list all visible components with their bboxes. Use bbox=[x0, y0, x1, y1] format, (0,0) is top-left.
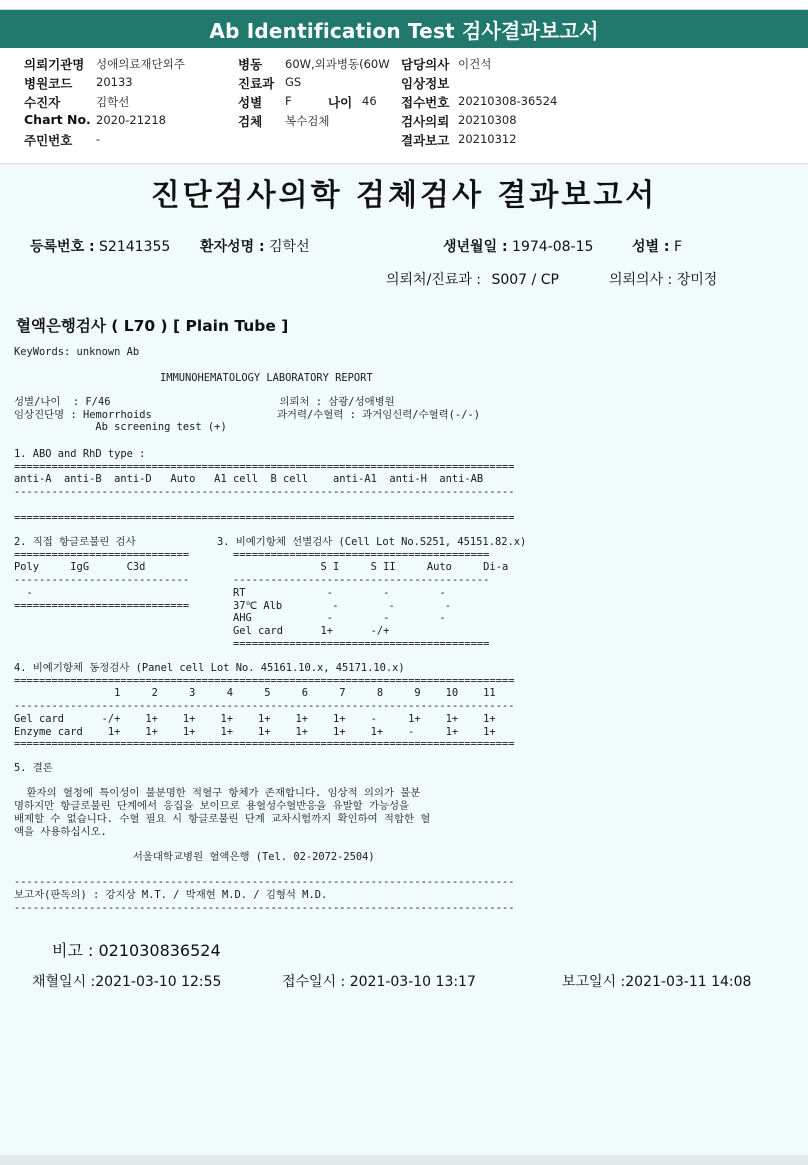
sex-value-report: F bbox=[673, 239, 683, 255]
remark-value: 021030836524 bbox=[98, 941, 221, 960]
report-title: 진단검사의학 검체검사 결과보고서 bbox=[150, 178, 658, 213]
remark bbox=[52, 938, 221, 961]
institution-label: 의뢰기관명 bbox=[24, 57, 85, 72]
received-label: 접수일시 : bbox=[282, 974, 346, 990]
demographics-block: 성별/나이 : F/46 의뢰처 : 삼광/성애병원 임상진단명 : Hemorrhoids 과거력/수혈력 : 과거임신력/수혈력(-/-) Ab screening test (+) bbox=[14, 396, 480, 434]
patient-name bbox=[200, 236, 310, 256]
page-title: Ab Identification Test 검사결과보고서 bbox=[0, 10, 808, 48]
dat-screen-block: 2. 직접 항글로불린 검사 3. 비예기항체 선별검사 (Cell Lot No.S251, 45151.82.x) ============================ ========================================= Poly IgG C3d S I S II Auto Di-a ---------------------------- ----------------------------------------- - RT - - - ============================ 37℃ Alb - - - AHG - - - Gel card 1+ -/+ ========================================= bbox=[14, 536, 527, 650]
requester-value: S007 / CP bbox=[491, 272, 559, 288]
reported-value: 2021-03-11 14:08 bbox=[625, 974, 752, 990]
abo-rhd-block: 1. ABO and RhD type : ================================================================================ anti-A anti-B anti-D Auto A1 cell B cell anti-A1 anti-H anti-AB -------------------------------------------------------------------------------- ================================================================================ bbox=[14, 448, 515, 524]
requester-label: 의뢰처/진료과 : bbox=[386, 272, 482, 288]
sex-label-report: 성별 : bbox=[632, 239, 670, 255]
req-doctor-label: 의뢰의사 : bbox=[609, 272, 673, 288]
chart-no-value: 2020-21218 bbox=[96, 113, 166, 127]
resident-no-label: 주민번호 bbox=[24, 133, 73, 148]
accession-label: 접수번호 bbox=[401, 95, 450, 110]
req-doctor-value: 장미정 bbox=[676, 272, 718, 288]
doctor-label: 담당의사 bbox=[401, 57, 450, 72]
requesting-doctor bbox=[609, 269, 717, 289]
age-label: 나이 bbox=[328, 95, 353, 110]
resident-no-value: - bbox=[96, 132, 101, 146]
doctor-value: 이건석 bbox=[458, 57, 492, 71]
specimen-label: 검체 bbox=[238, 114, 263, 129]
reported-label: 보고일시 : bbox=[562, 974, 626, 990]
department-value: GS bbox=[285, 75, 302, 89]
patient-name-value: 김학선 bbox=[269, 239, 310, 255]
received-time bbox=[282, 971, 476, 991]
request-info-panel bbox=[0, 48, 808, 164]
report-document bbox=[0, 166, 808, 1165]
recipient-value: 김학선 bbox=[96, 95, 130, 109]
report-date-value: 20210312 bbox=[458, 132, 517, 146]
institution-value: 성애의료재단외주 bbox=[96, 57, 185, 71]
collected-time bbox=[32, 971, 221, 991]
section-title: 혈액은행검사 ( L70 ) [ Plain Tube ] bbox=[16, 317, 289, 335]
department-label: 진료과 bbox=[238, 76, 275, 91]
age-value: 46 bbox=[362, 94, 377, 108]
sex-label: 성별 bbox=[238, 95, 263, 110]
reg-no-value: S2141355 bbox=[99, 239, 171, 255]
birth-value: 1974-08-15 bbox=[512, 239, 594, 255]
received-value: 2021-03-10 13:17 bbox=[349, 974, 476, 990]
birth-date bbox=[443, 236, 593, 256]
reg-no bbox=[30, 236, 170, 256]
request-date-value: 20210308 bbox=[458, 113, 517, 127]
reported-time bbox=[562, 971, 751, 991]
ward-label: 병동 bbox=[238, 57, 263, 72]
clinical-info-label: 임상정보 bbox=[401, 76, 450, 91]
birth-label: 생년월일 : bbox=[443, 239, 508, 255]
remark-label: 비고 : bbox=[52, 941, 94, 960]
collected-label: 채혈일시 : bbox=[32, 974, 96, 990]
requester bbox=[386, 269, 559, 289]
chart-no-label: Chart No. bbox=[24, 112, 91, 127]
accession-value: 20210308-36524 bbox=[458, 94, 558, 108]
patient-name-label: 환자성명 : bbox=[200, 239, 265, 255]
lab-report-title: IMMUNOHEMATOLOGY LABORATORY REPORT bbox=[160, 372, 373, 384]
hospital-code-label: 병원코드 bbox=[24, 76, 73, 91]
patient-sex bbox=[632, 236, 682, 256]
hospital-code-value: 20133 bbox=[96, 75, 133, 89]
window-bottom-edge bbox=[0, 1155, 808, 1165]
window-top-edge bbox=[0, 0, 808, 10]
keywords: KeyWords: unknown Ab bbox=[14, 346, 140, 358]
panel-block: 4. 비예기항체 동정검사 (Panel cell Lot No. 45161.10.x, 45171.10.x) ================================================================================ 1 2 3 4 5 6 7 8 9 10 11 -------------------------------------------------------------------------------- Gel card -/+ 1+ 1+ 1+ 1+ 1+ 1+ - 1+ 1+ 1+ Enzyme card 1+ 1+ 1+ 1+ 1+ 1+ 1+ 1+ - 1+ 1+ ================================================================================ bbox=[14, 662, 515, 751]
request-date-label: 검사의뢰 bbox=[401, 114, 450, 129]
reg-no-label: 등록번호 : bbox=[30, 239, 95, 255]
sex-value: F bbox=[285, 94, 292, 108]
specimen-value: 복수검체 bbox=[285, 114, 330, 128]
ward-value: 60W,외과병동(60W bbox=[285, 57, 390, 71]
recipient-label: 수진자 bbox=[24, 95, 61, 110]
collected-value: 2021-03-10 12:55 bbox=[95, 974, 222, 990]
conclusion-block: 5. 결론 환자의 혈청에 특이성이 불분명한 적혈구 항체가 존재합니다. 임상적 의의가 불분 명하지만 항글로불린 단계에서 응집을 보이므로 용혈성수혈반응을 유발할 가능성을 배제할 수 없습니다. 수혈 필요 시 항글로불린 단계 교차시험까지 확인하여 적합한 혈 액을 사용하십시오. 서울대학교병원 혈액은행 (Tel. 02-2072-2504) -------------------------------------------------------------------------------- 보고자(판독의) : 강지상 M.T. / 박재현 M.D. / 김형석 M.D. -------------------------------------------------------------------------------- bbox=[14, 762, 515, 914]
report-date-label: 결과보고 bbox=[401, 133, 450, 148]
